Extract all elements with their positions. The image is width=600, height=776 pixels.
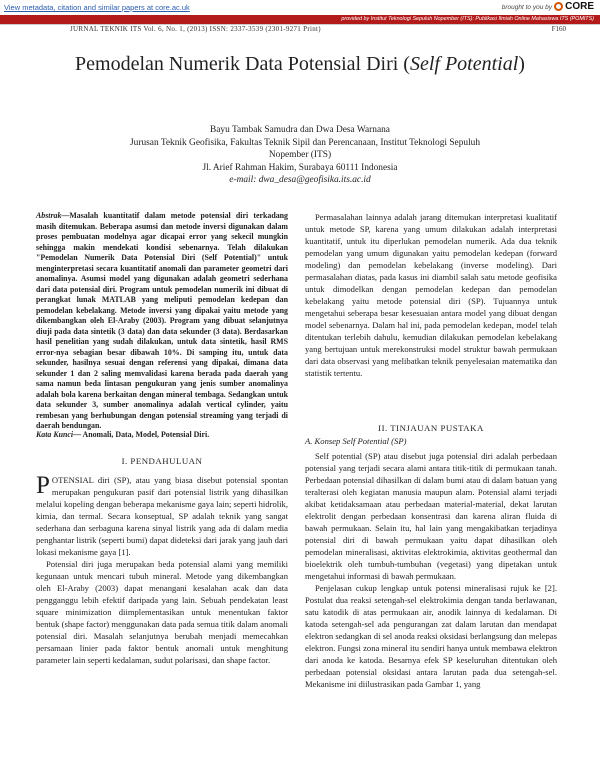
title-italic: Self Potential xyxy=(409,53,519,75)
keywords-text: — Anomali, Data, Model, Potensial Diri. xyxy=(73,430,210,439)
affiliation-line-2: Nopember (ITS) xyxy=(268,150,332,160)
right-paragraph-1: Permasalahan lainnya adalah jarang ditemukan interpretasi kualitatif untuk metode SP, karena yang umum dilakukan adalah interpretasi kuantitatif, untuk itu diperlukan pemodelan numerik. Ada dua teknik pemodelan yang umum digunakan yaitu pemodelan kedepan (forward modeling) dan pemodelan kebelakang (inverse modeling). Dari permasalahan diatas, pada kasus ini diambil salah satu metode geofisika untuk dimodelkan dengan pemodelan kedepan dan pemodelan kebelakang yaitu metode potensial diri (SP). Tujuannya untuk mengetahui seberapa besar kesesuaian antara model yang dibuat dengan model sebenarnya. Dalam hal ini, pada pemodelan kedepan, model telah ditentukan terlebih dahulu, kemudian dilakukan pemodelan kebelakang yang bertujuan untuk merekonstruksi model struktur bawah permukaan dari data observasi yang melibatkan teknik penyelesaian matematika dan statistik tertentu. xyxy=(305,212,557,378)
page-number: F160 xyxy=(551,25,566,33)
abstract-text: —Masalah kuantitatif dalam metode potensial diri terkadang masih ditemukan. Beberapa asumsi dan metode inversi digunakan dalam proses pembuatan modelnya agar dicapai error yang sekecil mungkin sehingga makin mendekati kondisi sebenarnya. Telah dilakukan "Pemodelan Numerik Data Potensial Diri (Self Potential)" untuk menginterpretasi secara kuantitatif anomali dan parameter geometri dari anomalinya. Asumsi model yang digunakan adalah geometri sederhana dari data potensial diri. Program untuk pemodelan numerik ini dibuat di perangkat lunak MATLAB yang meliputi pemodelan kedepan dan pemodelan kebelakang. Metode inversi yang dipakai yaitu metode yang dikembangkan oleh El-Araby (2003). Program yang dibuat selanjutnya diuji pada data sintetik (3 data) dan data sekunder (3 data). Berdasarkan hasil penelitian yang sudah dilakukan, untuk data sintetik, hasil RMS error-nya sebagian besar dibawah 10%. Di samping itu, untuk data sekunder, hasilnya sesuai dengan referensi yang dipakai, dimana data sekunder 1 dan 2 saling memvalidasi karena berada pada daerah yang sama namun beda lintasan pengukuran yang jenis sumber anomalinya adalah bola karena berkaitan dengan mineral tembaga. Sedangkan untuk data sekunder 3, sumber anomalinya adalah vertical cylinder, yaitu rembesan yang berhubungan dengan potensial streaming yang terjadi di daerah bendungan. xyxy=(36,211,288,430)
tinjauan-paragraph-1: Self potential (SP) atau disebut juga potensial diri adalah perbedaan potensial yang terjadi secara alami antara titik-titik di permukaan tanah. Perbedaan potensial dihasilkan di dalam bumi atau di dalam batuan yang teralterasi oleh kegiatan manusia maupun alam. Potensial alami terjadi akibat ketidaksamaan atau perbedaan material-material, dekat larutan elektrolit dengan perbedaan konsentrasi dan karena aliran fluida di bawah permukaan. Selain itu, hal lain yang mengakibatkan terjadinya potensial diri di bawah permukaan yaitu dapat dihasilkan oleh pemodelan mineralisasi, aktivitas elektrokimia, aktivitas geothermal dan bioelektrik oleh tumbuh-tumbuhan (vegetasi) yang dipetakan untuk mengetahui informasi di bawah permukaan. xyxy=(305,451,557,581)
email-line xyxy=(130,174,470,187)
keywords-label: Kata Kunci xyxy=(36,430,74,439)
keywords xyxy=(36,430,288,441)
abstract-label: Abstrak xyxy=(36,211,62,220)
intro-paragraph-2: Potensial diri juga merupakan beda potensial alami yang memiliki kegunaan untuk mencari tubuh mineral. Metode yang dikembangkan oleh El-Araby (2003) dapat menangani kesalahan acak dan data pengganggu lebih efektif daripada yang lain. Sebuah pendekatan least square minimization diimplementasikan untuk menentukan faktor bentuk (shape factor) menggunakan data pada semua titik dalam anomali potensial diri. Masalah selanjutnya berubah menjadi memecahkan persamaan linier pada faktor bentuk anomali untuk menghitung parameter lain seperti kedalaman, sudut polarisasi, dan shape factor. xyxy=(36,559,288,665)
core-logo-icon xyxy=(554,2,563,11)
core-logo[interactable] xyxy=(554,1,594,12)
provided-by-text[interactable]: provided by Institut Teknologi Sepuluh Nopember (ITS): Publikasi Ilmiah Online Mahasiswa ITS (POMITS) xyxy=(341,16,594,22)
tinjauan-paragraph-2: Penjelasan cukup lengkap untuk potensi mineralisasi rujuk ke [2]. Postulat dua reaksi setengah-sel elektrokimia dengan tanda berlawanan, satu katodik di atas permukaan air, anodik lainnya di kedalaman. Di katoda setengah-sel ada pengurangan zat dalam larutan dan mendapat elektron sedangkan di sel anoda reaksi oksidasi berlangsung dan melepas elektron. Fungsi zona mineral itu sendiri hanya untuk membawa elektron dari anoda ke katoda. Besarnya efek SP keseluruhan ditentukan oleh perbedaan potensial oksidasi antara larutan pada dua setengah-sel. Mekanisme ini diilustrasikan pada Gambar 1, yang xyxy=(305,583,557,689)
right-column-intro xyxy=(305,211,557,379)
provided-by-bar xyxy=(0,15,600,24)
paper-title xyxy=(60,50,540,78)
title-end: ) xyxy=(518,53,525,75)
section-heading-tinjauan: II. TINJAUAN PUSTAKA xyxy=(378,423,484,433)
abstract xyxy=(36,211,288,432)
view-metadata-link[interactable]: View metadata, citation and similar papers at core.ac.uk xyxy=(4,3,190,12)
email-address: : dwa_desa@geofisika.its.ac.id xyxy=(253,175,371,185)
core-logo-text: CORE xyxy=(565,1,594,12)
drop-cap: P xyxy=(36,472,50,499)
introduction-body xyxy=(36,474,288,666)
author-names: Bayu Tambak Samudra dan Dwa Desa Warnana xyxy=(210,125,390,135)
email-label: e-mail xyxy=(229,175,254,185)
author-block xyxy=(130,124,481,187)
section-heading-pendahuluan: I. PENDAHULUAN xyxy=(121,456,203,466)
affiliation-line-1: Jurusan Teknik Geofisika, Fakultas Teknik Sipil dan Perencanaan, Institut Teknologi Sepuluh xyxy=(130,137,481,148)
brought-to-you-text: brought to you by xyxy=(501,4,552,11)
tinjauan-body xyxy=(305,450,557,690)
subsection-heading-sp: A. Konsep Self Potential (SP) xyxy=(305,436,407,446)
intro-paragraph-1: OTENSIAL diri (SP), atau yang biasa disebut potensial spontan merupakan pengukuran pasif dari potensial listrik yang dihasilkan melalui kopeling dengan beberapa mekanisme gaya lain; seperti hidrolik, kimia, dan termal. Secara konseptual, SP adalah teknik yang sangat sederhana dan serbaguna karena sinyal listrik yang ada di dalam media penghantar listrik (seperti bumi) dapat dideteksi dari jarak yang jauh dari lokasi mekanisme gaya [1]. xyxy=(36,475,288,557)
address: Jl. Arief Rahman Hakim, Surabaya 60111 Indonesia xyxy=(202,162,398,173)
journal-header: JURNAL TEKNIK ITS Vol. 6, No. 1, (2013) ISSN: 2337-3539 (2301-9271 Print) xyxy=(70,25,321,33)
title-main: Pemodelan Numerik Data Potensial Diri ( xyxy=(75,53,410,75)
